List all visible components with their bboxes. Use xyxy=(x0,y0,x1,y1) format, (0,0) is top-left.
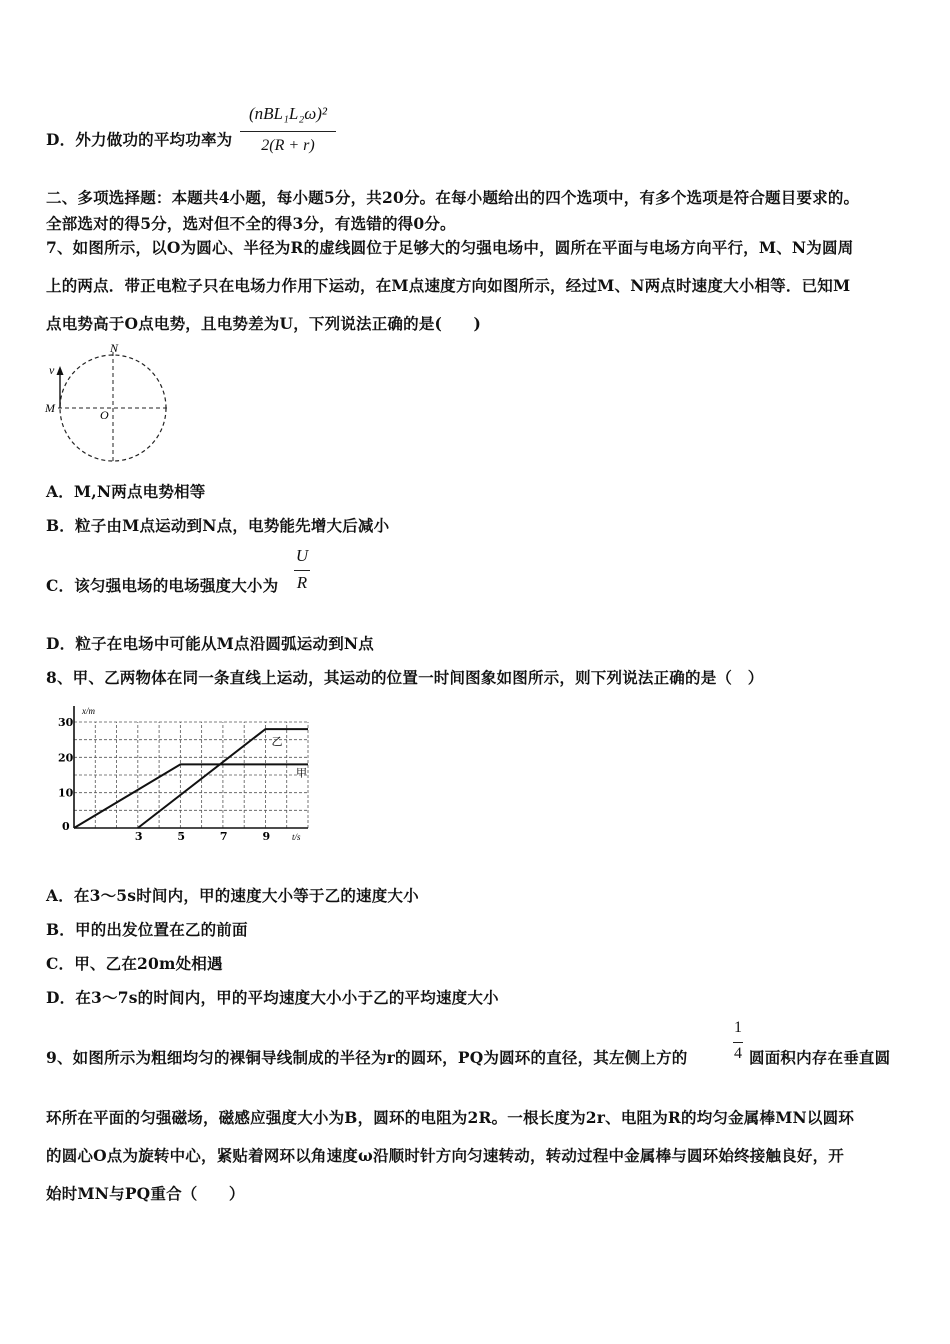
q8-option-b: B．甲的出发位置在乙的前面 xyxy=(46,920,248,939)
x-tick-label: 7 xyxy=(219,830,228,843)
q9-stem-line1a: 9、如图所示为粗细均匀的裸铜导线制成的半径为r的圆环，PQ为圆环的直径，其左侧上方的 xyxy=(46,1048,688,1067)
y-tick-label: 30 xyxy=(58,716,74,729)
fraction-bar xyxy=(294,570,310,571)
q8-option-a: A．在3～5s时间内，甲的速度大小等于乙的速度大小 xyxy=(46,886,419,905)
q8-position-time-chart xyxy=(56,700,318,852)
q7-option-c-numerator: U xyxy=(295,546,309,565)
q9-stem-line2: 环所在平面的匀强磁场，磁感应强度大小为B，圆环的电阻为2R。一根长度为2r、电阻为R的均匀金属棒MN以圆环 xyxy=(46,1108,855,1127)
q7-option-b: B．粒子由M点运动到N点，电势能先增大后减小 xyxy=(46,516,390,535)
q7-stem-line2: 上的两点．带正电粒子只在电场力作用下运动，在M点速度方向如图所示，经过M、N两点时速度大小相等．已知M xyxy=(46,276,851,295)
q8-option-d: D．在3～7s的时间内，甲的平均速度大小小于乙的平均速度大小 xyxy=(46,988,499,1007)
q7-option-c-denominator: R xyxy=(296,573,308,592)
q8-stem: 8、甲、乙两物体在同一条直线上运动，其运动的位置一时间图象如图所示，则下列说法正确的是（ ） xyxy=(46,668,764,687)
y-tick-label: 20 xyxy=(58,751,74,765)
v-label: v xyxy=(49,363,55,377)
prev-option-d-label: D．外力做功的平均功率为 xyxy=(46,130,233,149)
chart-tick-labels xyxy=(58,716,270,843)
q7-option-a: A．M,N两点电势相等 xyxy=(46,482,206,501)
m-label: M xyxy=(45,401,55,415)
q7-option-d: D．粒子在电场中可能从M点沿圆弧运动到N点 xyxy=(46,634,374,653)
o-label: O xyxy=(100,408,109,422)
q7-circle-figure xyxy=(40,340,180,465)
q9-stem-line3: 的圆心O点为旋转中心，紧贴着网环以角速度ω沿顺时针方向匀速转动，转动过程中金属棒与圆环始终接触良好，开 xyxy=(46,1146,844,1165)
q7-stem-line1: 7、如图所示，以O为圆心、半径为R的虚线圆位于足够大的匀强电场中，圆所在平面与电场方向平行，M、N为圆周 xyxy=(46,238,854,257)
series-jia-line xyxy=(74,764,308,828)
q9-stem-line4: 始时MN与PQ重合（ ） xyxy=(46,1184,245,1203)
q8-option-c: C．甲、乙在20m处相遇 xyxy=(46,954,223,973)
y-axis-label: x/m xyxy=(82,706,95,716)
velocity-arrowhead xyxy=(57,366,64,375)
x-tick-label: 0 xyxy=(62,820,70,833)
x-tick-label: 3 xyxy=(134,830,143,843)
series-jia-label: 甲 xyxy=(296,766,307,780)
prev-option-d-numerator: (nBL₁L₂ω)² xyxy=(248,104,328,123)
q9-fraction-denominator: 4 xyxy=(734,1045,742,1062)
n-label: N xyxy=(110,341,119,355)
x-tick-label: 5 xyxy=(177,830,186,843)
q9-stem-line1b: 圆面积内存在垂直圆 xyxy=(749,1048,891,1067)
q7-stem-line3: 点电势高于O点电势，且电势差为U，下列说法正确的是( ) xyxy=(46,314,481,333)
q7-option-c-label: C．该匀强电场的电场强度大小为 xyxy=(46,576,279,595)
x-tick-label: 9 xyxy=(262,830,271,843)
fraction-bar xyxy=(240,131,336,132)
prev-option-d-denominator: 2(R + r) xyxy=(261,137,315,154)
section2-line1: 二、多项选择题：本题共4小题，每小题5分，共20分。在每小题给出的四个选项中，有多个选项是符合题目要求的。 xyxy=(46,188,860,207)
section2-line2: 全部选对的得5分，选对但不全的得3分，有选错的得0分。 xyxy=(46,214,456,233)
fraction-bar xyxy=(733,1042,743,1043)
q9-fraction-numerator: 1 xyxy=(734,1019,742,1036)
x-axis-label: t/s xyxy=(292,832,301,842)
series-yi-line xyxy=(138,729,308,828)
y-tick-label: 10 xyxy=(58,786,74,800)
series-yi-label: 乙 xyxy=(271,735,283,749)
